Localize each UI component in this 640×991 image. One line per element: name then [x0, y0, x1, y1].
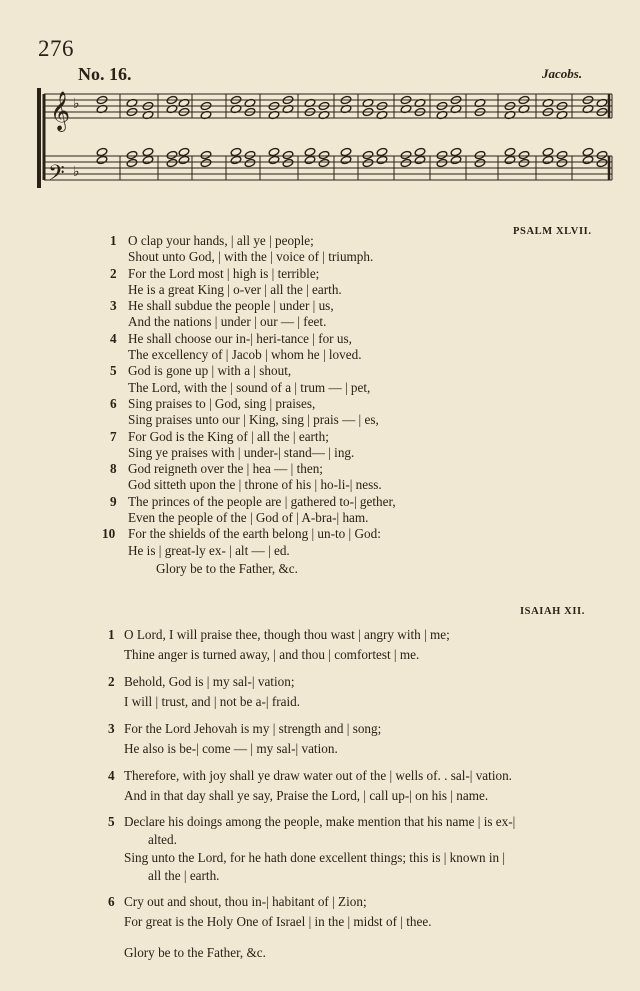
psalm-verse-line: [104, 298, 396, 314]
bass-clef-icon: 𝄢: [48, 161, 65, 191]
isaiah-text: [104, 625, 515, 961]
verse-number: 10: [102, 526, 116, 542]
psalm-verse-line: Even the people of the | God of | A-bra-| ham.: [128, 510, 369, 526]
psalm-verse-line: The excellency of | Jacob | whom he | loved.: [128, 347, 362, 363]
psalm-verse-line: He is | great-ly ex- | alt — | ed.: [128, 542, 290, 558]
psalm-verse-line: [104, 331, 396, 347]
psalm-verse-line: God sitteth upon the | throne of his | ho-li-| ness.: [128, 477, 382, 493]
isaiah-heading: ISAIAH XII.: [520, 606, 585, 617]
isaiah-verse-line: [104, 719, 515, 739]
verse-number: 3: [108, 721, 115, 736]
verse-text: alted.: [148, 832, 177, 847]
psalm-verse-line: Sing praises unto our | King, sing | prais — | es,: [128, 412, 379, 428]
verse-text: The princes of the people are | gathered to-| gether,: [128, 493, 396, 509]
psalm-verse-line: And the nations | under | our — | feet.: [128, 314, 327, 330]
verse-number: 7: [110, 428, 117, 444]
psalm-verse-line: [104, 429, 396, 445]
verse-text: O clap your hands, | all ye | people;: [128, 233, 314, 248]
psalm-verse-line: [104, 233, 396, 249]
isaiah-verse-line: [104, 813, 515, 831]
doxology-line: Glory be to the Father, &c.: [156, 560, 298, 576]
bass-flat-icon: ♭: [73, 165, 80, 180]
verse-text: For God is the King of | all the | earth;: [128, 428, 329, 444]
verse-number: 1: [110, 233, 117, 248]
composer-name: Jacobs.: [542, 66, 583, 81]
isaiah-verse-line: [104, 672, 515, 692]
psalm-verse-line: [104, 363, 396, 379]
psalm-verse-line: [104, 396, 396, 412]
verse-number: 8: [110, 461, 117, 477]
doxology-line: Glory be to the Father, &c.: [124, 945, 266, 960]
verse-number: 2: [108, 674, 115, 689]
verse-text: He shall subdue the people | under | us,: [128, 298, 334, 314]
verse-text: He also is be-| come — | my sal-| vation.: [124, 741, 338, 756]
isaiah-verse-line: [104, 766, 515, 786]
verse-text: For the Lord Jehovah is my | strength and | song;: [124, 721, 382, 736]
psalm-verse-line: Sing ye praises with | under-| stand— | ing.: [128, 444, 355, 460]
music-score: [36, 84, 616, 204]
treble-flat-icon: ♭: [73, 97, 80, 112]
verse-number: 6: [110, 395, 117, 411]
isaiah-verse-line: [104, 867, 515, 885]
verse-text: He shall choose our in-| heri-tance | for us,: [128, 330, 352, 346]
psalm-text: [104, 233, 396, 577]
psalm-verse-line: [104, 494, 396, 510]
isaiah-verse-line: [104, 831, 515, 849]
isaiah-verse-line: [104, 786, 515, 806]
verse-number: 3: [110, 298, 117, 314]
verse-text: For the Lord most | high is | terrible;: [128, 265, 320, 281]
verse-text: Therefore, with joy shall ye draw water out of the | wells of. . sal-| vation.: [124, 768, 512, 783]
verse-text: Declare his doings among the people, make mention that his name | is ex-|: [124, 814, 516, 829]
verse-number: 1: [108, 627, 115, 642]
verse-text: Sing unto the Lord, for he hath done excellent things; this is | known in |: [124, 850, 506, 865]
isaiah-verse-line: [104, 739, 515, 759]
isaiah-verse-line: [104, 625, 515, 645]
verse-number: 4: [108, 768, 115, 783]
verse-text: I will | trust, and | not be a-| fraid.: [124, 694, 301, 709]
verse-text: all the | earth.: [148, 868, 220, 883]
verse-text: Behold, God is | my sal-| vation;: [124, 674, 295, 689]
verse-text: God reigneth over the | hea — | then;: [128, 461, 323, 477]
psalm-verse-line: Shout unto God, | with the | voice of | triumph.: [128, 249, 374, 265]
psalm-verse-line: He is a great King | o-ver | all the | earth.: [128, 281, 342, 297]
verse-number: 5: [110, 363, 117, 379]
verse-number: 6: [108, 894, 115, 909]
isaiah-verse-line: [104, 849, 515, 867]
verse-text: Thine anger is turned away, | and thou | comfortest | me.: [124, 647, 420, 662]
isaiah-verse-line: [104, 892, 515, 912]
psalm-verse-line: [104, 266, 396, 282]
isaiah-verse-line: [104, 645, 515, 665]
psalm-verse-line: The Lord, with the | sound of a | trum — | pet,: [128, 379, 371, 395]
treble-clef-icon: 𝄞: [50, 91, 71, 131]
tune-number: No. 16.: [78, 64, 132, 84]
verse-text: And in that day shall ye say, Praise the Lord, | call up-| on his | name.: [124, 788, 489, 803]
psalm-verse-line: [104, 461, 396, 477]
verse-number: 2: [110, 265, 117, 281]
verse-text: Cry out and shout, thou in-| habitant of | Zion;: [124, 894, 367, 909]
verse-number: 4: [110, 330, 117, 346]
isaiah-verse-line: [104, 692, 515, 712]
verse-number: 5: [108, 814, 115, 829]
verse-text: O Lord, I will praise thee, though thou wast | angry with | me;: [124, 627, 450, 642]
verse-text: For the shields of the earth belong | un-to | God:: [128, 526, 381, 542]
psalm-verse-line: [104, 526, 396, 542]
verse-text: God is gone up | with a | shout,: [128, 363, 292, 379]
verse-number: 9: [110, 493, 117, 509]
verse-text: Sing praises to | God, sing | praises,: [128, 395, 316, 411]
psalm-heading: PSALM XLVII.: [513, 226, 592, 237]
verse-text: For great is the Holy One of Israel | in the | midst of | thee.: [124, 914, 432, 929]
isaiah-verse-line: [104, 912, 515, 932]
page-number: 276: [38, 36, 74, 61]
